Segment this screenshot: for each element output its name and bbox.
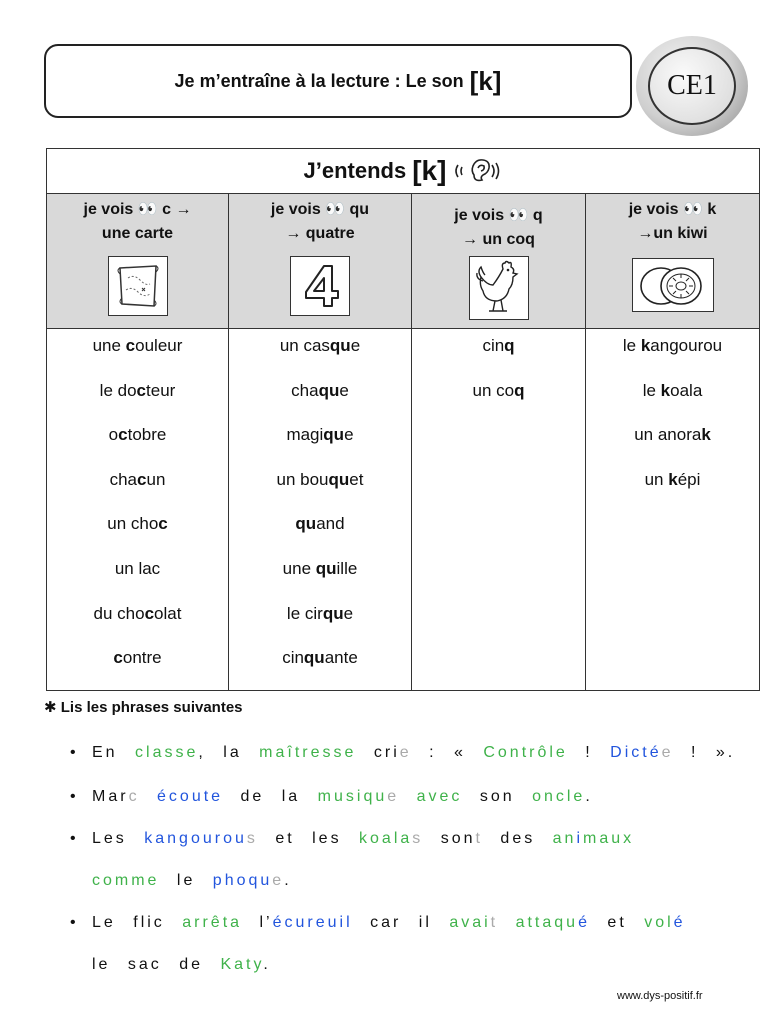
word-cell: un casque [279, 336, 361, 355]
column-header-qu [229, 194, 412, 329]
title-sound: [k] [469, 65, 502, 96]
bullet-icon: • [70, 788, 79, 805]
column-header-q [412, 194, 586, 329]
sentence-text: En classe, la maîtresse crie : « Contrôle ! Dictée ! ». [92, 744, 736, 761]
hear-heading [47, 149, 760, 194]
word-cell: un choc [107, 514, 168, 534]
bullet-icon: • [70, 914, 79, 931]
header-line1: je vois 👀 k [628, 201, 717, 218]
header-line1: je vois 👀 q [454, 207, 543, 224]
column-q-words [412, 329, 586, 691]
map-icon [108, 256, 168, 316]
word-cell: un lac [114, 558, 161, 578]
header-line2: →un kiwi [637, 225, 708, 242]
column-qu-words [229, 329, 412, 691]
kiwi-icon [632, 258, 714, 312]
sentence-text: Les kangourous et les koalas sont des animaux [92, 830, 635, 847]
word-cell: magique [286, 425, 354, 445]
header-line1: je vois 👀 qu [270, 201, 370, 218]
word-cell: le kangourou [622, 336, 723, 355]
word-cell: du chocolat [93, 603, 182, 623]
word-cell: une quille [282, 558, 358, 578]
title-box [44, 44, 632, 118]
word-cell: cinquante [282, 648, 358, 668]
word-cell: un coq [472, 380, 525, 400]
hear-text: J’entends [303, 158, 407, 183]
instructions [44, 698, 243, 716]
word-cell: quand [295, 514, 345, 534]
instructions-text: Lis les phrases suivantes [60, 699, 243, 716]
bullet-icon: • [70, 830, 79, 847]
number-four-icon [290, 256, 350, 316]
hear-sound: [k] [412, 155, 447, 186]
header-line1: je vois 👀 c → [83, 201, 192, 218]
column-header-k [586, 194, 760, 329]
ear-icon [452, 156, 502, 186]
word-cell: le koala [642, 380, 703, 400]
word-cell: un képi [644, 469, 701, 489]
column-k-words [586, 329, 760, 691]
word-cell: contre [113, 648, 162, 668]
word-cell: octobre [108, 425, 167, 445]
sentence-text: comme le phoque. [92, 872, 292, 889]
sentence-text: le sac de Katy. [92, 956, 271, 973]
star-icon: ✱ [44, 699, 57, 716]
word-cell: un bouquet [276, 469, 364, 489]
header-line2: → quatre [285, 225, 355, 242]
word-cell: le docteur [99, 380, 176, 400]
page-title: Je m’entraîne à la lecture : Le son [174, 70, 464, 91]
level-badge [636, 36, 748, 136]
word-cell: le cirque [286, 603, 354, 623]
word-cell: une couleur [92, 336, 183, 355]
word-cell: chaque [291, 380, 349, 400]
word-cell: cinq [482, 336, 515, 355]
column-header-c [47, 194, 229, 329]
column-c-words [47, 329, 229, 691]
rooster-icon [469, 256, 529, 320]
word-cell: chacun [109, 469, 166, 489]
word-cell: un anorak [634, 425, 711, 445]
level-badge-text: CE1 [667, 70, 717, 101]
sound-table [46, 148, 760, 691]
bullet-icon: • [70, 744, 79, 761]
sentence-text: Le flic arrêta l’écureuil car il avait attaqué et volé [92, 914, 686, 931]
header-line2: une carte [101, 225, 174, 242]
sentence-text: Marc écoute de la musique avec son oncle. [92, 788, 593, 805]
header-line2: → un coq [462, 231, 535, 248]
footer-url: www.dys-positif.fr [617, 990, 703, 1002]
